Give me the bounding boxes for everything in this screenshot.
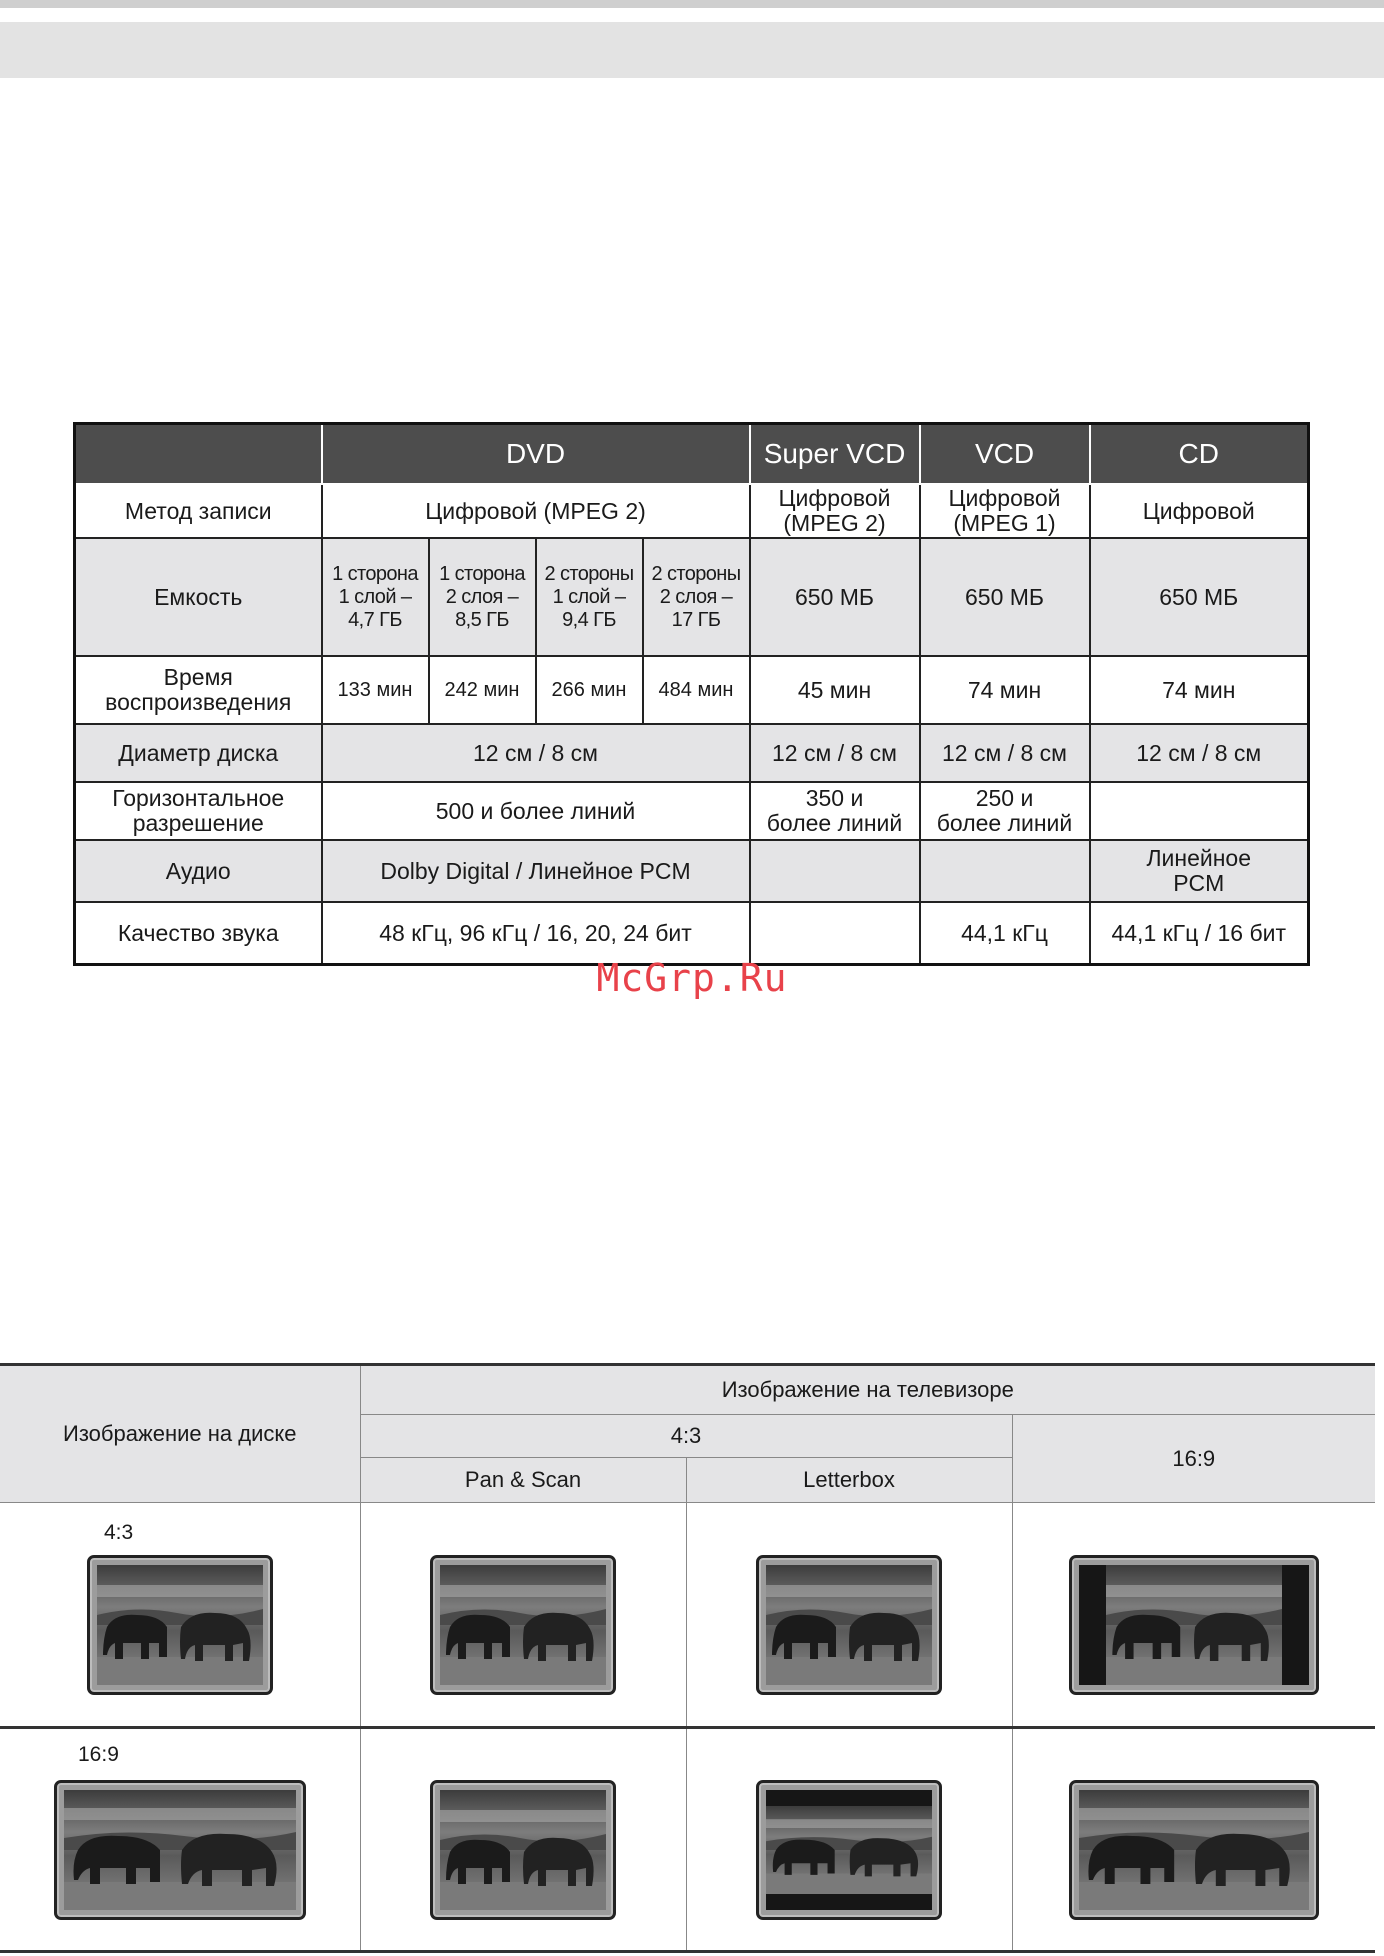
disc-43-label: 4:3 — [104, 1521, 134, 1545]
playtime-dvd-2: 242 мин — [429, 656, 536, 724]
capacity-vcd: 650 МБ — [920, 538, 1090, 656]
elephant-wide-picture-icon — [1079, 1790, 1309, 1910]
method-vcd-l1: Цифровой — [948, 485, 1061, 512]
resolution-vcd-l1: 250 и — [975, 785, 1034, 812]
letterbox-picture-icon — [766, 1790, 932, 1910]
disc-43-cell — [0, 1503, 360, 1727]
playtime-vcd: 74 мин — [920, 656, 1090, 724]
tv-frame-disc-43 — [87, 1555, 273, 1695]
cap3-l3: 9,4 ГБ — [562, 608, 616, 631]
diameter-dvd: 12 см / 8 см — [322, 724, 750, 782]
playtime-svcd: 45 мин — [750, 656, 920, 724]
cap3-l1: 2 стороны — [544, 562, 634, 585]
capacity-svcd: 650 МБ — [750, 538, 920, 656]
elephant-picture-icon — [440, 1790, 606, 1910]
audio-vcd — [920, 840, 1090, 902]
row-method — [75, 484, 1309, 538]
diameter-svcd: 12 см / 8 см — [750, 724, 920, 782]
table-header-row — [75, 424, 1309, 485]
tv-frame-wide-169 — [1069, 1780, 1319, 1920]
header-vcd: VCD — [920, 424, 1090, 485]
elephant-picture-icon — [97, 1565, 263, 1685]
header-dvd: DVD — [322, 424, 750, 485]
resolution-label-l2: разрешение — [132, 810, 264, 837]
header-cd: CD — [1090, 424, 1309, 485]
tv-frame-disc-169 — [54, 1780, 306, 1920]
aspect-header-row-1 — [0, 1365, 1375, 1415]
method-cd: Цифровой — [1090, 484, 1309, 538]
pan-scan-43-cell — [360, 1503, 686, 1727]
letterbox-43-cell — [686, 1503, 1012, 1727]
audio-cd-l2: PCM — [1173, 870, 1225, 897]
quality-dvd: 48 кГц, 96 кГц / 16, 20, 24 бит — [322, 902, 750, 964]
method-svcd — [750, 484, 920, 538]
method-vcd — [920, 484, 1090, 538]
capacity-dvd-2 — [429, 538, 536, 656]
diameter-label: Диаметр диска — [75, 724, 322, 782]
tv-frame-wide-43 — [1069, 1555, 1319, 1695]
elephant-wide-picture-icon — [64, 1790, 296, 1910]
watermark: McGrp.Ru — [596, 956, 788, 1000]
method-vcd-l2: (MPEG 1) — [953, 510, 1056, 537]
letterbox-header: Letterbox — [686, 1458, 1012, 1503]
cap2-l2: 2 слоя – — [445, 585, 519, 608]
quality-vcd: 44,1 кГц — [920, 902, 1090, 964]
capacity-dvd-3 — [536, 538, 643, 656]
resolution-dvd: 500 и более линий — [322, 782, 750, 840]
tv-frame-pan-scan-169 — [430, 1780, 616, 1920]
diameter-vcd: 12 см / 8 см — [920, 724, 1090, 782]
capacity-dvd-1 — [322, 538, 429, 656]
cap1-l3: 4,7 ГБ — [348, 608, 402, 631]
playtime-dvd-1: 133 мин — [322, 656, 429, 724]
resolution-svcd-l2: более линий — [766, 810, 903, 837]
playtime-label-l1: Время — [163, 664, 233, 691]
audio-label: Аудио — [75, 840, 322, 902]
tv-frame-letterbox-169 — [756, 1780, 942, 1920]
audio-svcd — [750, 840, 920, 902]
ratio-43-header: 4:3 — [360, 1415, 1012, 1458]
quality-cd: 44,1 кГц / 16 бит — [1090, 902, 1309, 964]
wide-169-cell — [1012, 1727, 1375, 1951]
resolution-label — [75, 782, 322, 840]
row-disc-43 — [0, 1503, 1375, 1727]
audio-cd-l1: Линейное — [1146, 845, 1252, 872]
capacity-cd: 650 МБ — [1090, 538, 1309, 656]
cap4-l1: 2 стороны — [651, 562, 741, 585]
resolution-label-l1: Горизонтальное — [112, 785, 285, 812]
letterbox-169-cell — [686, 1727, 1012, 1951]
resolution-svcd-l1: 350 и — [805, 785, 864, 812]
aspect-ratio-table — [0, 1363, 1375, 1953]
pan-scan-169-cell — [360, 1727, 686, 1951]
disc-image-header: Изображение на диске — [0, 1365, 360, 1503]
row-disc-169 — [0, 1727, 1375, 1951]
disc-format-table — [73, 422, 1310, 966]
tv-image-header: Изображение на телевизоре — [360, 1365, 1375, 1415]
header-empty — [75, 424, 322, 485]
playtime-dvd-3: 266 мин — [536, 656, 643, 724]
method-label: Метод записи — [75, 484, 322, 538]
resolution-vcd-l2: более линий — [936, 810, 1073, 837]
tv-frame-pan-scan-43 — [430, 1555, 616, 1695]
playtime-label — [75, 656, 322, 724]
capacity-dvd-4 — [643, 538, 750, 656]
diameter-cd: 12 см / 8 см — [1090, 724, 1309, 782]
row-playtime — [75, 656, 1309, 724]
audio-cd — [1090, 840, 1309, 902]
cap2-l1: 1 сторона — [439, 562, 525, 585]
cap3-l2: 1 слой – — [552, 585, 626, 608]
playtime-dvd-4: 484 мин — [643, 656, 750, 724]
audio-dvd: Dolby Digital / Линейное PCM — [322, 840, 750, 902]
wide-43-cell — [1012, 1503, 1375, 1727]
method-svcd-l1: Цифровой — [778, 485, 891, 512]
resolution-svcd — [750, 782, 920, 840]
playtime-label-l2: воспроизведения — [105, 689, 292, 716]
row-diameter — [75, 724, 1309, 782]
tv-frame-letterbox-43 — [756, 1555, 942, 1695]
cap4-l2: 2 слоя – — [659, 585, 733, 608]
cap4-l3: 17 ГБ — [671, 608, 721, 631]
elephant-picture-icon — [766, 1565, 932, 1685]
cap1-l2: 1 слой – — [338, 585, 412, 608]
resolution-cd — [1090, 782, 1309, 840]
cap2-l3: 8,5 ГБ — [455, 608, 509, 631]
row-capacity — [75, 538, 1309, 656]
resolution-vcd — [920, 782, 1090, 840]
ratio-169-header: 16:9 — [1012, 1415, 1375, 1503]
pan-scan-header: Pan & Scan — [360, 1458, 686, 1503]
capacity-label: Емкость — [75, 538, 322, 656]
header-svcd: Super VCD — [750, 424, 920, 485]
top-rule — [0, 0, 1384, 8]
quality-label: Качество звука — [75, 902, 322, 964]
cap1-l1: 1 сторона — [332, 562, 418, 585]
pillarbox-picture-icon — [1079, 1565, 1309, 1685]
method-dvd: Цифровой (MPEG 2) — [322, 484, 750, 538]
elephant-picture-icon — [440, 1565, 606, 1685]
row-audio — [75, 840, 1309, 902]
row-resolution — [75, 782, 1309, 840]
disc-169-label: 16:9 — [78, 1742, 119, 1766]
disc-169-cell — [0, 1727, 360, 1951]
header-bar — [0, 22, 1384, 78]
playtime-cd: 74 мин — [1090, 656, 1309, 724]
method-svcd-l2: (MPEG 2) — [783, 510, 886, 537]
